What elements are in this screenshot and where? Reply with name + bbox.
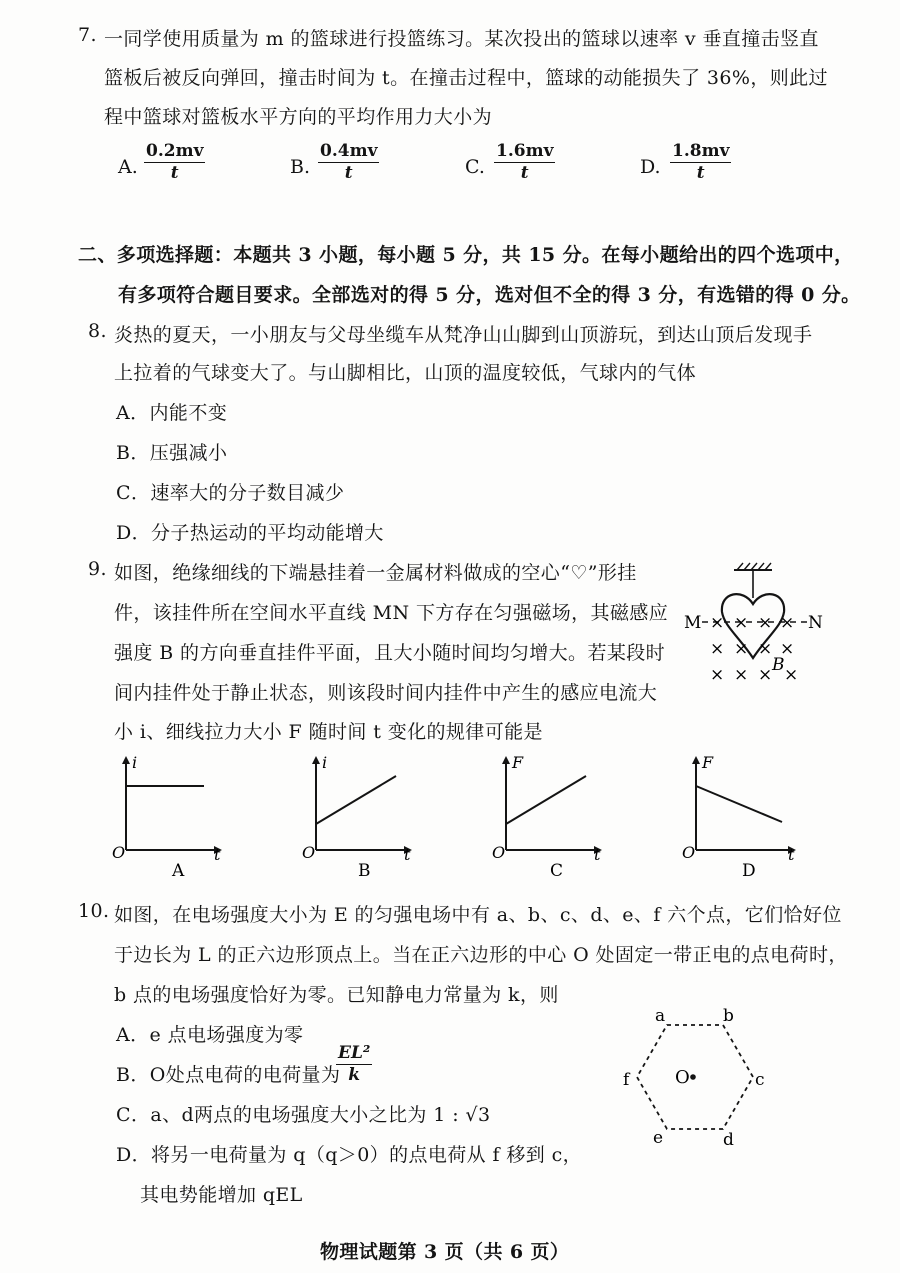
svg-text:×: × — [780, 639, 795, 659]
graph-a-label: A — [172, 861, 185, 877]
vertex-d: d — [723, 1130, 734, 1150]
q10-line-3: b 点的电场强度恰好为零。已知静电力常量为 k，则 — [114, 984, 559, 1006]
vertex-b: b — [723, 1006, 734, 1026]
graph-c-yaxis: F — [512, 753, 524, 772]
q10-option-d-line-2: 其电势能增加 qEL — [140, 1184, 303, 1206]
svg-text:×: × — [758, 613, 773, 633]
q9-line-3: 强度 B 的方向垂直挂件平面，且大小随时间均匀增大。若某段时 — [114, 642, 666, 664]
q7-number: 7. — [78, 24, 97, 46]
graph-d-label: D — [742, 861, 756, 877]
heart-pendant-figure — [680, 560, 830, 690]
svg-text:×: × — [784, 665, 799, 685]
svg-text:×: × — [758, 639, 773, 659]
q8-option-a: A．内能不变 — [116, 402, 228, 424]
svg-text:×: × — [780, 613, 795, 633]
q10-line-2: 于边长为 L 的正六边形顶点上。当在正六边形的中心 O 处固定一带正电的点电荷时， — [114, 944, 848, 966]
label-b-field: B — [772, 655, 785, 675]
vertex-c: c — [755, 1070, 765, 1090]
graph-a-yaxis: i — [132, 753, 138, 772]
graph-a-xaxis: t — [214, 845, 221, 864]
q8-line-2: 上拉着的气球变大了。与山脚相比，山顶的温度较低，气球内的气体 — [114, 362, 697, 384]
q8-option-c: C．速率大的分子数目减少 — [116, 482, 345, 504]
q9-line-2: 件，该挂件所在空间水平直线 MN 下方存在匀强磁场，其磁感应 — [114, 602, 669, 624]
vertex-f: f — [623, 1070, 630, 1090]
graph-c — [490, 752, 610, 877]
q8-option-d: D．分子热运动的平均动能增大 — [116, 522, 384, 544]
q8-line-1: 炎热的夏天，一小朋友与父母坐缆车从梵净山山脚到山顶游玩，到达山顶后发现手 — [114, 324, 813, 346]
section2-line-2: 有多项符合题目要求。全部选对的得 5 分，选对但不全的得 3 分，有选错的得 0 分。 — [118, 284, 861, 306]
q10-line-1: 如图，在电场强度大小为 E 的匀强电场中有 a、b、c、d、e、f 六个点，它们恰好位 — [114, 904, 842, 926]
q8-option-b: B．压强减小 — [116, 442, 228, 464]
graph-c-origin: O — [492, 843, 506, 862]
q10-option-b-fraction: $\frac{\text{EL²}}{k}$ — [338, 1043, 371, 1085]
svg-text:×: × — [710, 613, 725, 633]
graph-d-origin: O — [682, 843, 696, 862]
label-n: N — [808, 613, 823, 633]
q10-option-b: B．O处点电荷的电荷量为 — [116, 1064, 341, 1086]
graph-b — [300, 752, 420, 877]
q9-number: 9. — [88, 558, 107, 580]
label-m: M — [684, 613, 702, 633]
q10-option-c: C．a、d两点的电场强度大小之比为 1 : √3 — [116, 1104, 491, 1126]
graph-b-yaxis: i — [322, 753, 328, 772]
vertex-a: a — [655, 1006, 666, 1026]
graph-c-label: C — [550, 861, 564, 877]
q9-line-5: 小 i、细线拉力大小 F 随时间 t 变化的规律可能是 — [114, 721, 543, 743]
center-o: O — [675, 1067, 690, 1088]
q10-number: 10. — [78, 900, 110, 922]
vertex-e: e — [653, 1128, 664, 1148]
q9-line-1: 如图，绝缘细线的下端悬挂着一金属材料做成的空心“♡”形挂 — [114, 562, 637, 584]
q7-option-a-label: A. — [118, 156, 138, 178]
q7-line-1: 一同学使用质量为 m 的篮球进行投篮练习。某次投出的篮球以速率 v 垂直撞击竖直 — [104, 28, 819, 50]
svg-text:×: × — [734, 639, 749, 659]
center-point-charge — [690, 1074, 696, 1080]
graph-d-xaxis: t — [788, 845, 795, 864]
q8-number: 8. — [88, 320, 107, 342]
svg-text:×: × — [758, 665, 773, 685]
magnetic-field-crosses — [710, 613, 798, 685]
q7-option-d-label: D. — [640, 156, 661, 178]
q7-option-b-label: B. — [290, 156, 311, 178]
q10-option-a: A．e 点电场强度为零 — [116, 1024, 304, 1046]
q7-option-c-fraction: $\frac{1.6mv}{t}$ — [496, 141, 554, 183]
svg-text:×: × — [710, 665, 725, 685]
graph-b-xaxis: t — [404, 845, 411, 864]
section2-line-1: 二、多项选择题：本题共 3 小题，每小题 5 分，共 15 分。在每小题给出的四个选项中， — [78, 244, 854, 266]
hexagon-figure — [615, 1005, 775, 1150]
graph-a-origin: O — [112, 843, 126, 862]
graph-b-label: B — [358, 861, 371, 877]
page-footer: 物理试题第 3 页（共 6 页） — [320, 1241, 570, 1263]
graph-a — [110, 752, 230, 877]
q7-line-2: 篮板后被反向弹回，撞击时间为 t。在撞击过程中，篮球的动能损失了 36%，则此过 — [104, 67, 828, 89]
q10-option-d-line-1: D．将另一电荷量为 q（q＞0）的点电荷从 f 移到 c， — [116, 1144, 583, 1166]
q7-line-3: 程中篮球对篮板水平方向的平均作用力大小为 — [104, 106, 493, 128]
q7-option-b-fraction: $\frac{0.4mv}{t}$ — [320, 141, 378, 183]
graph-d — [680, 752, 805, 877]
svg-text:×: × — [710, 639, 725, 659]
q9-line-4: 间内挂件处于静止状态，则该段时间内挂件中产生的感应电流大 — [114, 682, 658, 704]
graph-d-yaxis: F — [702, 753, 714, 772]
graph-b-origin: O — [302, 843, 316, 862]
svg-text:×: × — [734, 665, 749, 685]
svg-text:×: × — [734, 613, 749, 633]
q7-option-a-fraction: $\frac{0.2mv}{t}$ — [146, 141, 204, 183]
q7-option-c-label: C. — [465, 156, 485, 178]
q7-option-d-fraction: $\frac{1.8mv}{t}$ — [672, 141, 730, 183]
graph-c-xaxis: t — [594, 845, 601, 864]
